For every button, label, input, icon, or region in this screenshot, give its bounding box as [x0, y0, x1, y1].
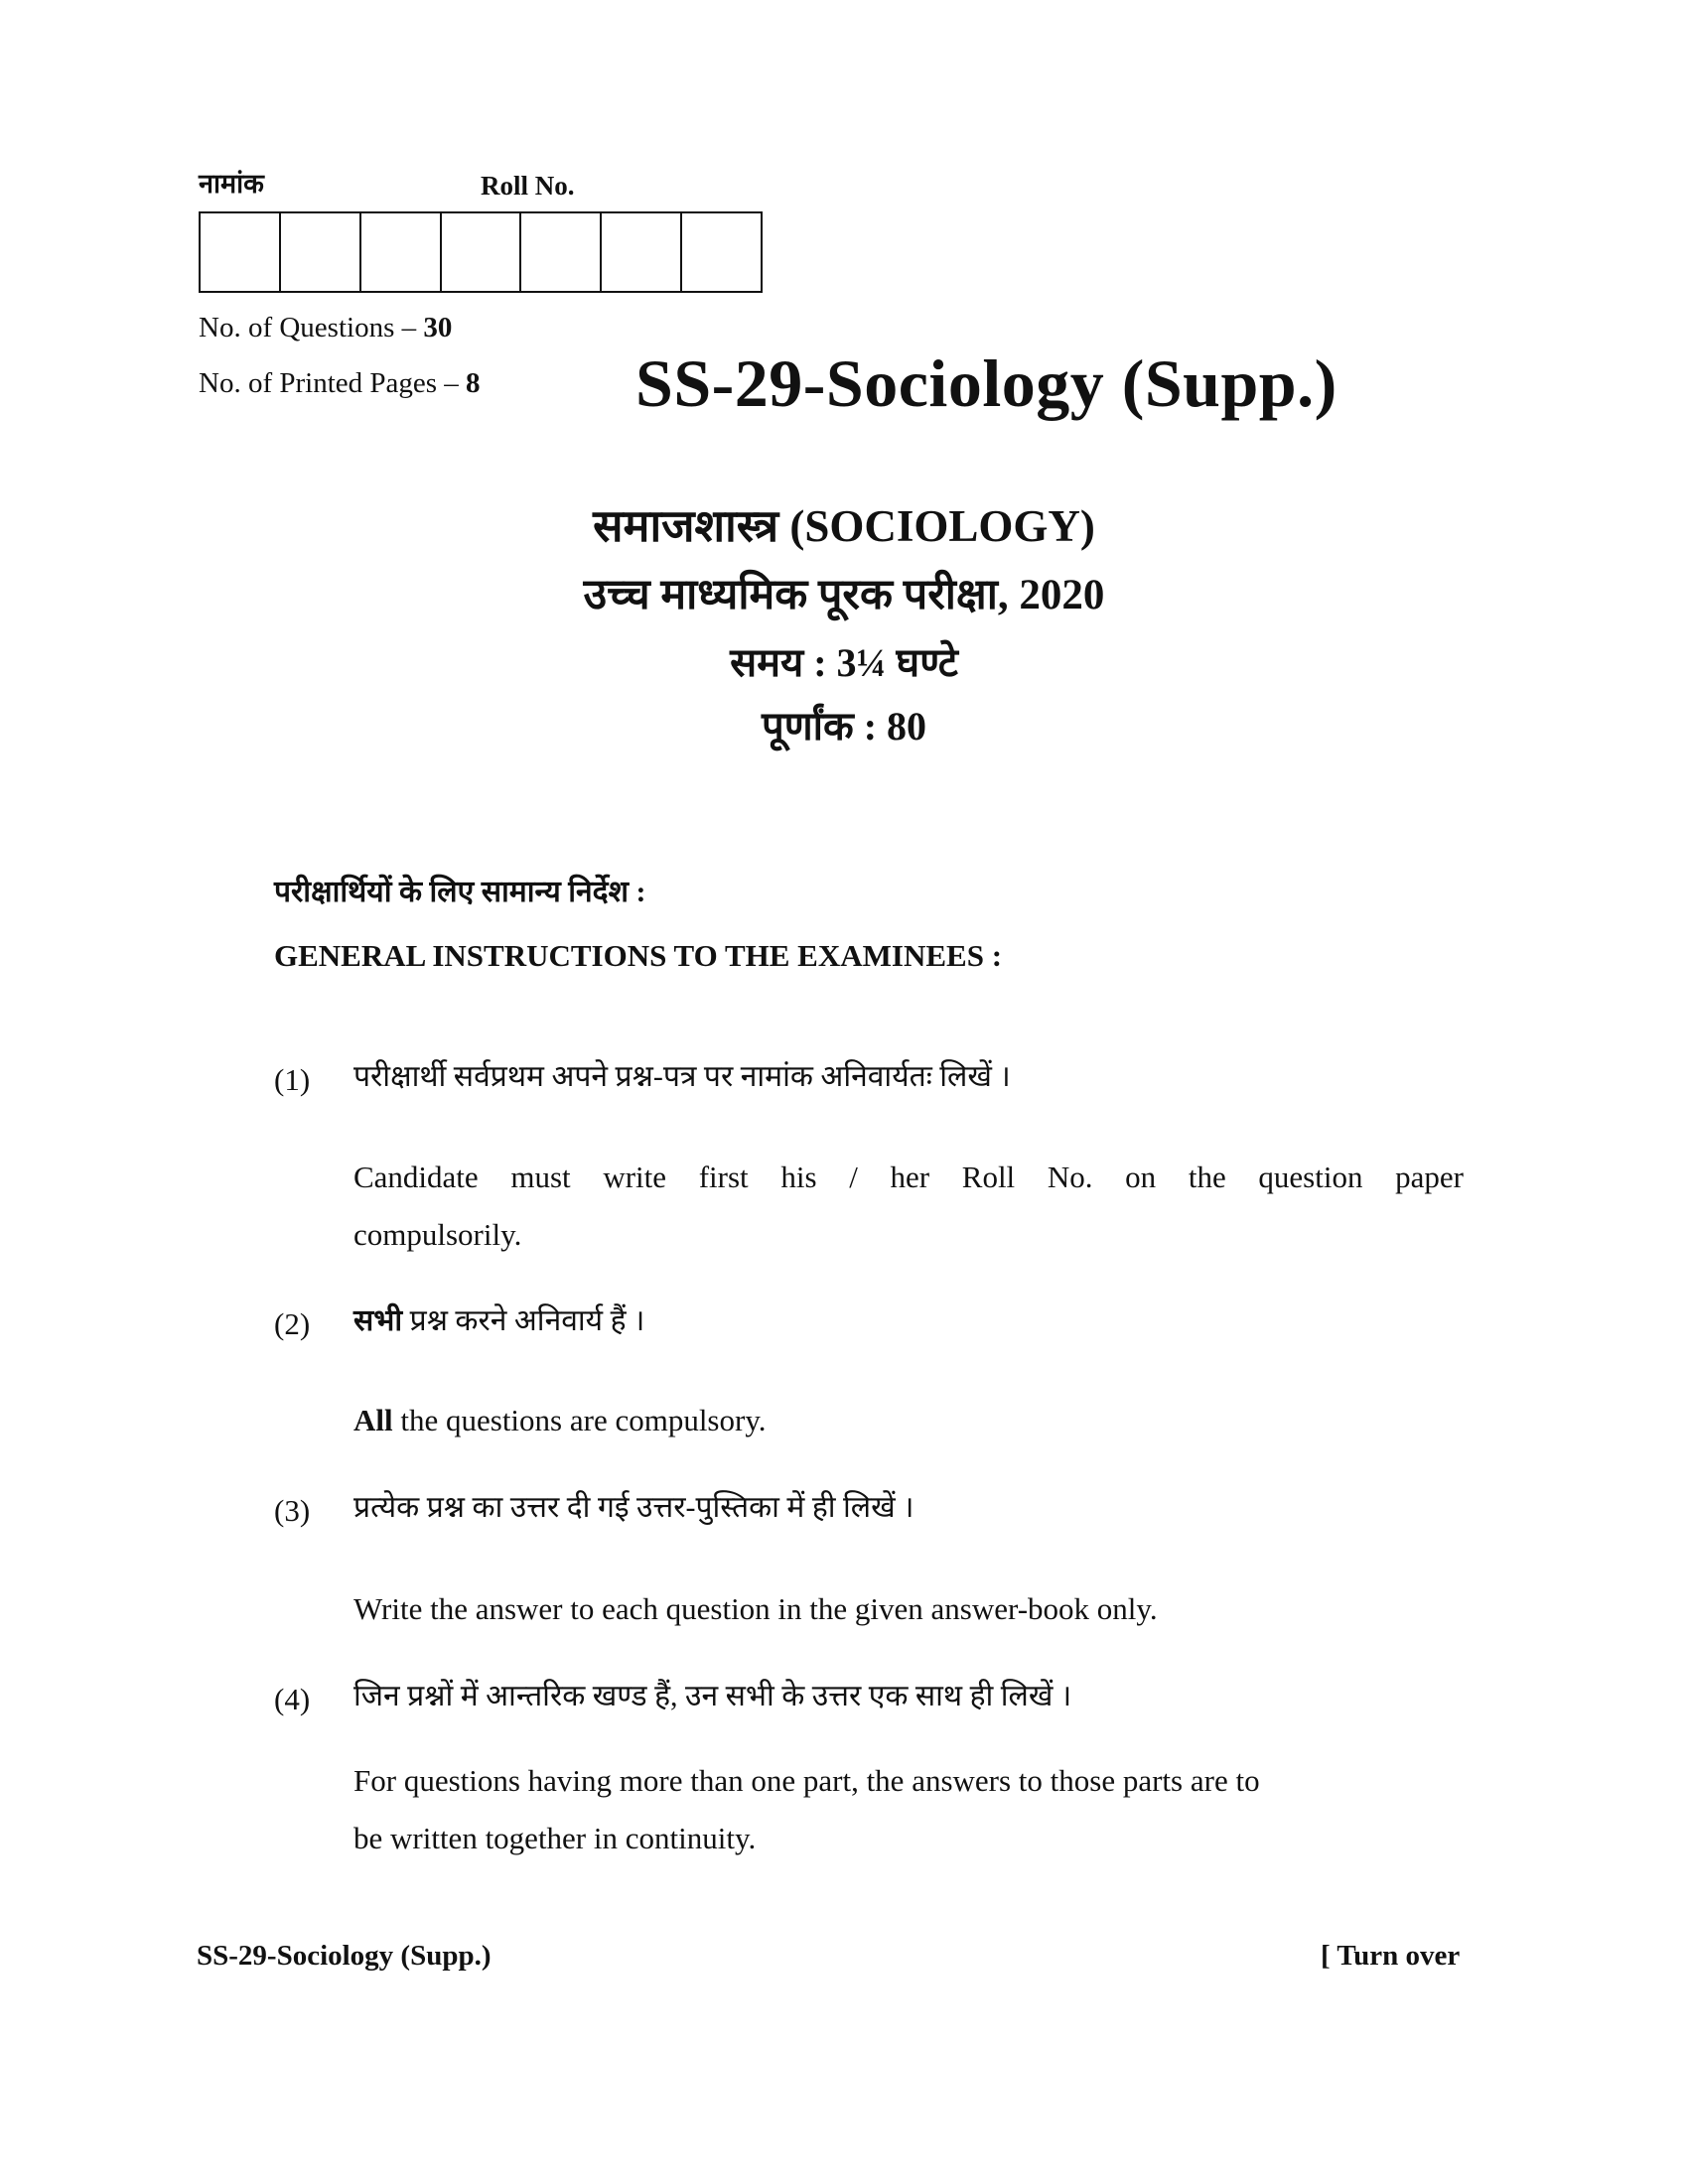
- footer-paper-code: SS-29-Sociology (Supp.): [197, 1940, 492, 1972]
- instruction-english-cont: be written together in continuity.: [353, 1821, 757, 1855]
- roll-digit-box[interactable]: [281, 213, 361, 291]
- instruction-english-cont: compulsorily.: [353, 1217, 522, 1252]
- exam-name: उच्च माध्यमिक पूरक परीक्षा, 2020: [583, 572, 1105, 618]
- instruction-number: (1): [274, 1062, 311, 1097]
- printed-pages-value: 8: [466, 367, 481, 399]
- exam-time: समय : 3¼ घण्टे: [730, 640, 958, 685]
- instruction-hindi: [353, 1306, 644, 1336]
- subject-heading: समाजशास्त्र (SOCIOLOGY): [593, 501, 1095, 551]
- max-marks: पूर्णांक : 80: [761, 704, 927, 749]
- instructions-heading-english: GENERAL INSTRUCTIONS TO THE EXAMINEES :: [274, 938, 1003, 973]
- roll-digit-box[interactable]: [361, 213, 442, 291]
- instruction-english: Candidate must write first his / her Roll No. on the question paper: [353, 1160, 1464, 1194]
- printed-pages: [199, 369, 481, 398]
- emphasis-hindi: सभी: [353, 1304, 403, 1337]
- roll-label-english: Roll No.: [481, 171, 575, 201]
- roll-number-boxes: [199, 211, 763, 293]
- instruction-english: For questions having more than one part, the answers to those parts are to: [353, 1763, 1260, 1798]
- instruction-hindi: प्रत्येक प्रश्न का उत्तर दी गई उत्तर-पुस्तिका में ही लिखें ।: [353, 1491, 914, 1524]
- instruction-english: Write the answer to each question in the given answer-book only.: [353, 1591, 1158, 1626]
- paper-title: SS-29-Sociology (Supp.): [635, 345, 1337, 421]
- question-count-value: 30: [423, 312, 453, 343]
- emphasis-english: All: [353, 1403, 393, 1437]
- instruction-hindi-text: प्रश्न करने अनिवार्य हैं ।: [402, 1304, 645, 1337]
- instruction-number: (2): [274, 1306, 311, 1341]
- instruction-english-text: the questions are compulsory.: [392, 1403, 767, 1437]
- roll-digit-box[interactable]: [201, 213, 281, 291]
- instruction-hindi: परीक्षार्थी सर्वप्रथम अपने प्रश्न-पत्र पर नामांक अनिवार्यतः लिखें ।: [353, 1060, 1011, 1093]
- instruction-hindi: जिन प्रश्नों में आन्तरिक खण्ड हैं, उन सभी के उत्तर एक साथ ही लिखें ।: [353, 1680, 1072, 1712]
- instruction-english: [353, 1405, 767, 1435]
- roll-digit-box[interactable]: [602, 213, 682, 291]
- printed-pages-label: No. of Printed Pages –: [199, 367, 467, 399]
- question-count: [199, 314, 452, 342]
- roll-digit-box[interactable]: [682, 213, 761, 291]
- roll-label-hindi: नामांक: [199, 169, 264, 199]
- roll-digit-box[interactable]: [521, 213, 602, 291]
- instructions-heading-hindi: परीक्षार्थियों के लिए सामान्य निर्देश :: [274, 876, 646, 908]
- turn-over-note: [ Turn over: [1321, 1940, 1461, 1972]
- question-count-label: No. of Questions –: [199, 312, 424, 343]
- instruction-number: (4): [274, 1682, 311, 1716]
- instruction-number: (3): [274, 1493, 311, 1528]
- roll-digit-box[interactable]: [442, 213, 522, 291]
